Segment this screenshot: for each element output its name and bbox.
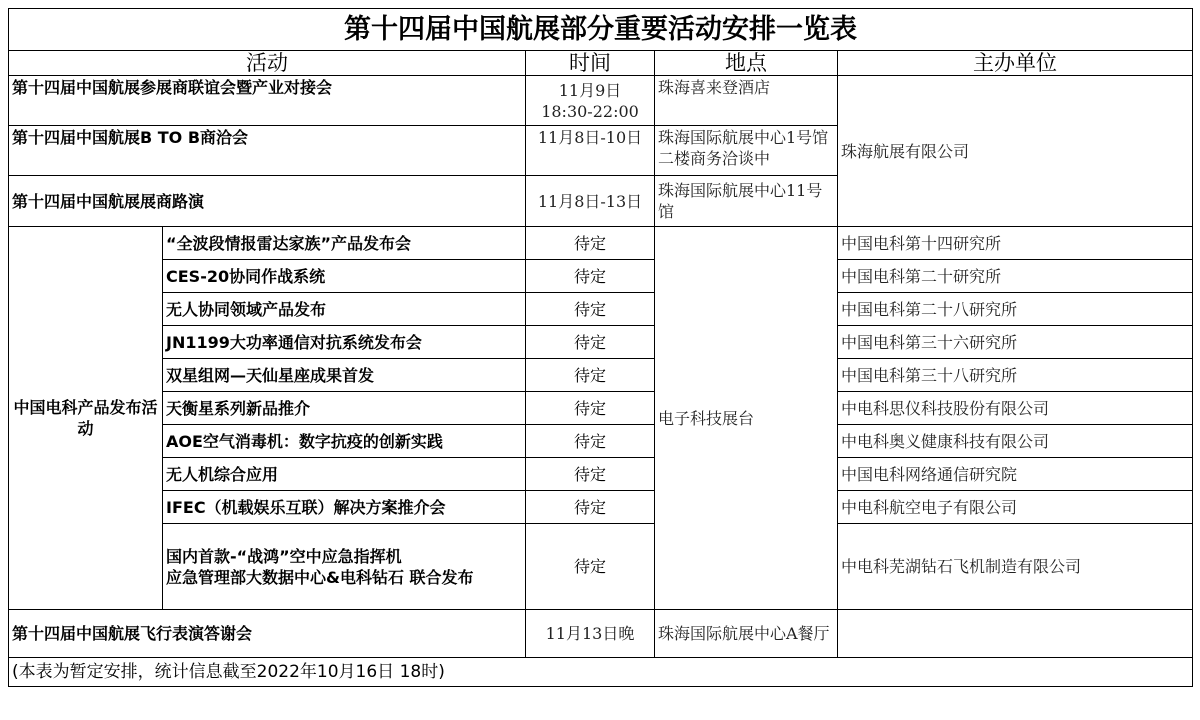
organizer-cell (838, 610, 1193, 658)
location-cell: 珠海国际航展中心A餐厅 (655, 610, 838, 658)
location-cell: 珠海国际航展中心11号馆 (655, 176, 838, 227)
time-cell: 待定 (526, 260, 655, 293)
activity-cell: CES-20协同作战系统 (163, 260, 526, 293)
time-cell: 11月8日-13日 (526, 176, 655, 227)
organizer-cell: 中国电科第二十研究所 (838, 260, 1193, 293)
activity-cell: AOE空气消毒机：数字抗疫的创新实践 (163, 425, 526, 458)
organizer-cell: 中国电科网络通信研究院 (838, 458, 1193, 491)
organizer-cell: 中国电科第三十八研究所 (838, 359, 1193, 392)
time-cell: 待定 (526, 392, 655, 425)
table-row (9, 326, 1193, 359)
activity-cell: 双星组网—天仙星座成果首发 (163, 359, 526, 392)
location-cell: 电子科技展台 (655, 227, 838, 610)
time-cell: 待定 (526, 359, 655, 392)
activity-cell: 国内首款-“战鸿”空中应急指挥机 应急管理部大数据中心&电科钻石 联合发布 (163, 524, 526, 610)
header-location: 地点 (655, 51, 838, 76)
table-row (9, 458, 1193, 491)
activity-schedule-table (8, 8, 1193, 687)
table-row (9, 524, 1193, 610)
table-row (9, 76, 1193, 126)
activity-cell: 天衡星系列新品推介 (163, 392, 526, 425)
time-cell: 待定 (526, 524, 655, 610)
table-row (9, 293, 1193, 326)
activity-cell: 第十四届中国航展飞行表演答谢会 (9, 610, 526, 658)
activity-cell: 无人协同领域产品发布 (163, 293, 526, 326)
category-cell: 中国电科产品发布活动 (9, 227, 163, 610)
organizer-cell: 中电科奥义健康科技有限公司 (838, 425, 1193, 458)
table-row (9, 425, 1193, 458)
time-cell: 待定 (526, 458, 655, 491)
organizer-cell: 中电科思仪科技股份有限公司 (838, 392, 1193, 425)
location-cell: 珠海国际航展中心1号馆二楼商务洽谈中 (655, 126, 838, 176)
organizer-cell: 中国电科第十四研究所 (838, 227, 1193, 260)
footnote: (本表为暂定安排，统计信息截至2022年10月16日 18时) (9, 658, 1193, 687)
time-cell: 待定 (526, 293, 655, 326)
table-row (9, 491, 1193, 524)
organizer-cell: 珠海航展有限公司 (838, 76, 1193, 227)
header-time: 时间 (526, 51, 655, 76)
table-title: 第十四届中国航展部分重要活动安排一览表 (9, 9, 1193, 51)
activity-cell: “全波段情报雷达家族”产品发布会 (163, 227, 526, 260)
time-cell: 11月9日 18:30-22:00 (526, 76, 655, 126)
time-cell: 待定 (526, 425, 655, 458)
activity-cell: JN1199大功率通信对抗系统发布会 (163, 326, 526, 359)
table-row (9, 227, 1193, 260)
activity-cell: 第十四届中国航展展商路演 (9, 176, 526, 227)
header-activity: 活动 (9, 51, 526, 76)
time-cell: 待定 (526, 326, 655, 359)
time-cell: 待定 (526, 491, 655, 524)
organizer-cell: 中电科芜湖钻石飞机制造有限公司 (838, 524, 1193, 610)
table-row (9, 610, 1193, 658)
table-row (9, 392, 1193, 425)
activity-cell: IFEC（机载娱乐互联）解决方案推介会 (163, 491, 526, 524)
activity-cell: 第十四届中国航展B TO B商洽会 (9, 126, 526, 176)
organizer-cell: 中电科航空电子有限公司 (838, 491, 1193, 524)
organizer-cell: 中国电科第三十六研究所 (838, 326, 1193, 359)
header-organizer: 主办单位 (838, 51, 1193, 76)
activity-cell: 第十四届中国航展参展商联谊会暨产业对接会 (9, 76, 526, 126)
location-cell: 珠海喜来登酒店 (655, 76, 838, 126)
time-cell: 待定 (526, 227, 655, 260)
activity-cell: 无人机综合应用 (163, 458, 526, 491)
table-row (9, 260, 1193, 293)
time-cell: 11月8日-10日 (526, 126, 655, 176)
time-cell: 11月13日晚 (526, 610, 655, 658)
table-row (9, 359, 1193, 392)
organizer-cell: 中国电科第二十八研究所 (838, 293, 1193, 326)
